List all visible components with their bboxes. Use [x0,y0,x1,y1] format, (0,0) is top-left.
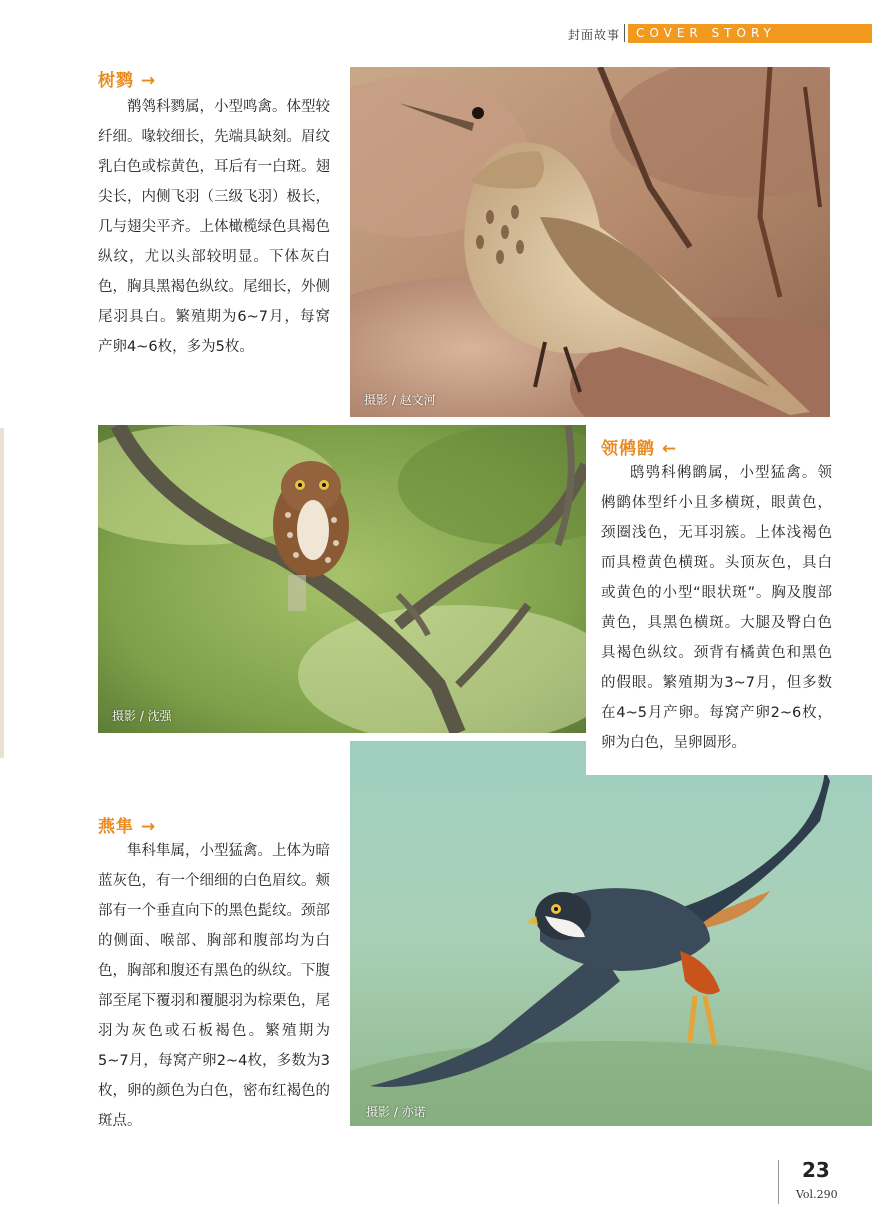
section-label-cn: 封面故事 [568,28,621,42]
hobby-title [98,812,156,837]
owlet-photo-svg [98,425,586,733]
header-divider [624,24,625,42]
edge-mark [0,428,4,758]
pipit-title-text: 树鹨 [98,71,134,91]
hobby-photo-svg [350,741,872,1126]
owlet-title [601,434,677,459]
pipit-credit: 摄影 / 赵文河 [364,393,436,407]
section-label-en: COVER STORY [636,26,776,40]
pipit-photo-svg [350,67,830,417]
footer-divider [778,1160,779,1204]
hobby-title-text: 燕隼 [98,817,134,837]
owlet-title-text: 领鸺鹠 [601,439,655,459]
owlet-photo [98,425,586,733]
hobby-credit: 摄影 / 亦诺 [366,1105,426,1119]
pipit-body [98,92,330,362]
arrow-right-icon: → [140,817,157,837]
volume-label: Vol.290 [796,1188,838,1201]
hobby-photo [350,741,872,1126]
owlet-credit: 摄影 / 沈强 [112,709,172,723]
owlet-body [601,458,832,758]
arrow-left-icon: ← [661,439,678,459]
hobby-body [98,836,330,1136]
pipit-photo [350,67,830,417]
arrow-right-icon: → [140,71,157,91]
pipit-title [98,66,156,91]
hobby-paragraph: 隼科隼属，小型猛禽。上体为暗蓝灰色，有一个细细的白色眉纹。颊部有一个垂直向下的黑色髭纹。颈部的侧面、喉部、胸部和腹部均为白色，胸部和腹还有黑色的纵纹。下腹部至尾下覆羽和覆腿羽为棕栗色，尾羽为灰色或石板褐色。繁殖期为5~7月，每窝产卵2~4枚，多数为3枚，卵的颜色为白色，密布红褐色的斑点。 [98,843,330,1129]
owlet-paragraph: 鸱鸮科鸺鹠属，小型猛禽。领鸺鹠体型纤小且多横斑，眼黄色，颈圈浅色，无耳羽簇。上体浅褐色而具橙黄色横斑。头顶灰色，具白或黄色的小型“眼状斑”。胸及腹部黄色，具黑色横斑。大腿及臀白色具褐色纵纹。颈背有橘黄色和黑色的假眼。繁殖期为3~7月，但多数在4~5月产卵。每窝产卵2~6枚，卵为白色，呈卵圆形。 [601,465,832,751]
page-number: 23 [802,1158,830,1182]
pipit-paragraph: 鹡鸰科鹨属，小型鸣禽。体型较纤细。喙较细长，先端具缺刻。眉纹乳白色或棕黄色，耳后有一白斑。翅尖长，内侧飞羽（三级飞羽）极长，几与翅尖平齐。上体橄榄绿色具褐色纵纹，尤以头部较明显。下体灰白色，胸具黑褐色纵纹。尾细长，外侧尾羽具白。繁殖期为6~7月，每窝产卵4~6枚，多为5枚。 [98,99,330,355]
